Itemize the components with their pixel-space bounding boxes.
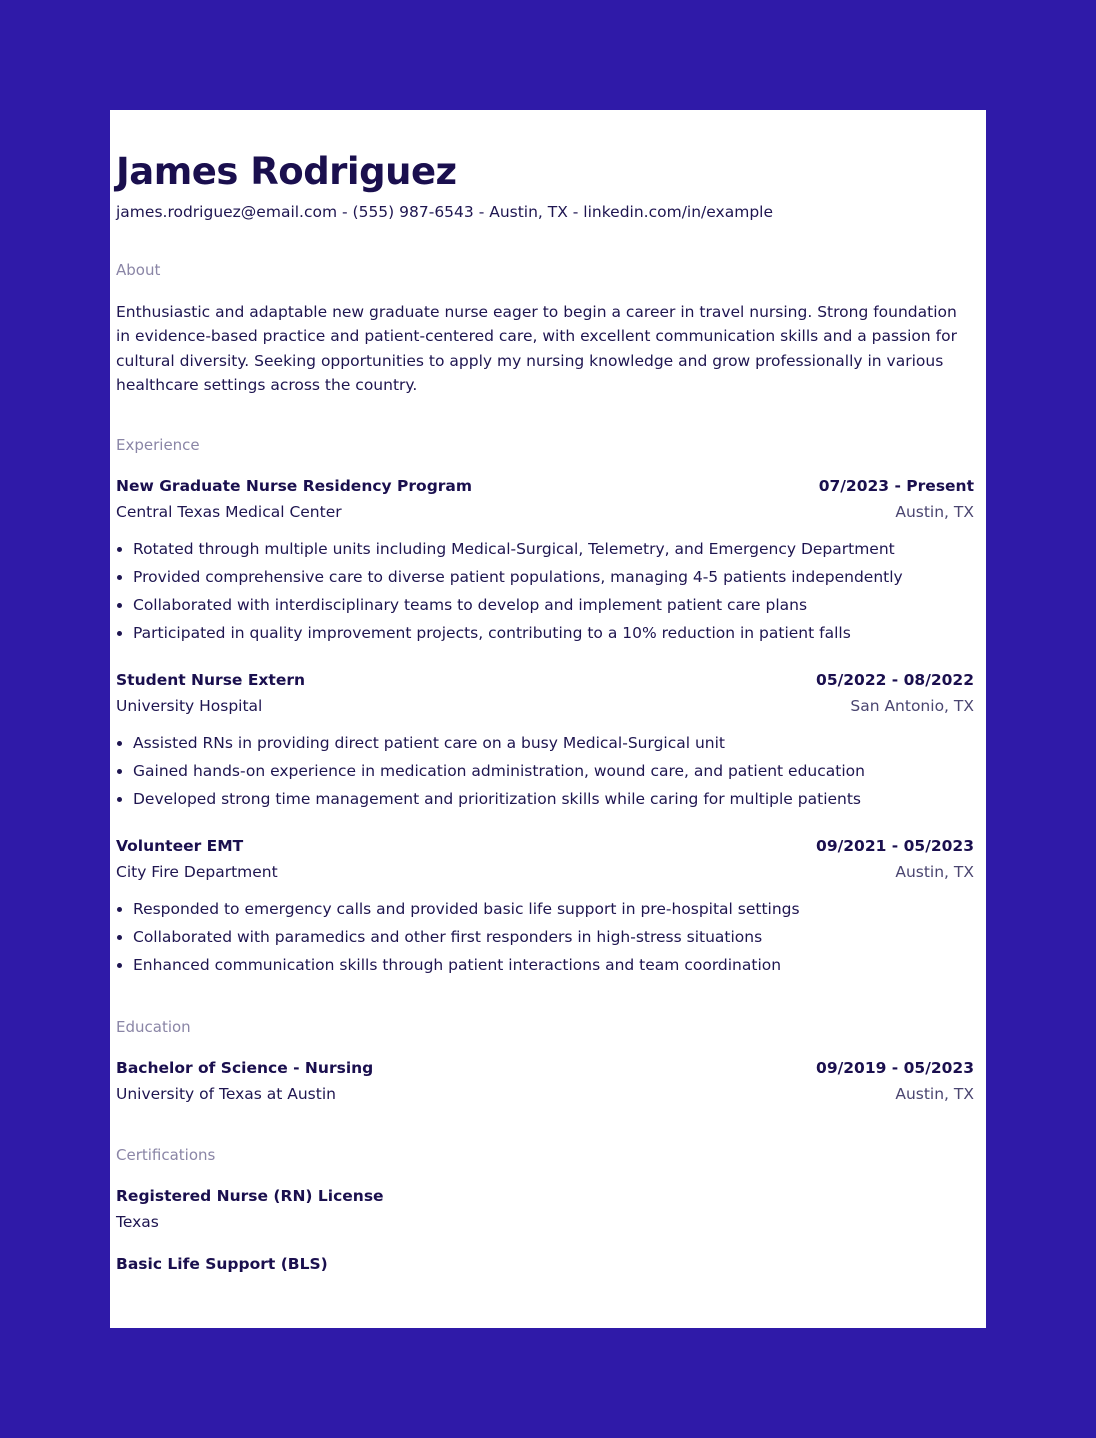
certification-entry <box>116 1251 974 1277</box>
certification-entry <box>116 1183 974 1235</box>
list-item: • Collaborated with interdisciplinary teams to develop and implement patient care plans <box>133 591 974 619</box>
certifications-heading: Certifications <box>116 1146 216 1165</box>
experience-entry <box>116 473 974 647</box>
list-item: • Provided comprehensive care to diverse patient populations, managing 4-5 patients independently <box>133 563 974 591</box>
school-location: Austin, TX <box>895 1085 974 1104</box>
job-dates: 09/2021 - 05/2023 <box>816 837 974 856</box>
certification-name: Basic Life Support (BLS) <box>116 1255 328 1274</box>
list-item: • Enhanced communication skills through patient interactions and team coordination <box>133 951 974 979</box>
education-heading: Education <box>116 1018 191 1037</box>
candidate-name: James Rodriguez <box>116 150 457 193</box>
job-bullets <box>116 535 974 647</box>
job-bullets <box>116 895 974 979</box>
list-item: • Assisted RNs in providing direct patient care on a busy Medical-Surgical unit <box>133 729 974 757</box>
about-heading: About <box>116 261 161 279</box>
job-organization: City Fire Department <box>116 863 278 882</box>
list-item: • Participated in quality improvement projects, contributing to a 10% reduction in patient falls <box>133 619 974 647</box>
experience-heading: Experience <box>116 436 200 455</box>
certification-detail: Texas <box>116 1213 159 1232</box>
job-dates: 05/2022 - 08/2022 <box>816 671 974 690</box>
list-item: • Developed strong time management and prioritization skills while caring for multiple patients <box>133 785 974 813</box>
job-role: Volunteer EMT <box>116 837 244 856</box>
job-organization: Central Texas Medical Center <box>116 503 342 522</box>
list-item: • Responded to emergency calls and provided basic life support in pre-hospital settings <box>133 895 974 923</box>
job-bullets <box>116 729 974 813</box>
job-location: Austin, TX <box>895 503 974 522</box>
certification-name: Registered Nurse (RN) License <box>116 1187 384 1206</box>
job-location: Austin, TX <box>895 863 974 882</box>
education-entry <box>116 1055 974 1107</box>
education-dates: 09/2019 - 05/2023 <box>816 1059 974 1078</box>
job-role: Student Nurse Extern <box>116 671 306 690</box>
job-role: New Graduate Nurse Residency Program <box>116 477 473 496</box>
list-item: • Collaborated with paramedics and other first responders in high-stress situations <box>133 923 974 951</box>
experience-entry <box>116 667 974 813</box>
job-organization: University Hospital <box>116 697 263 716</box>
school: University of Texas at Austin <box>116 1085 336 1104</box>
experience-entry <box>116 833 974 979</box>
list-item: • Rotated through multiple units including Medical-Surgical, Telemetry, and Emergency Department <box>133 535 974 563</box>
job-dates: 07/2023 - Present <box>818 477 974 496</box>
degree: Bachelor of Science - Nursing <box>116 1059 374 1078</box>
resume-page <box>110 110 986 1328</box>
list-item: • Gained hands-on experience in medication administration, wound care, and patient education <box>133 757 974 785</box>
contact-line: james.rodriguez@email.com - (555) 987-6543 - Austin, TX - linkedin.com/in/example <box>116 203 773 221</box>
job-location: San Antonio, TX <box>850 697 974 716</box>
about-text: Enthusiastic and adaptable new graduate nurse eager to begin a career in travel nursing. Strong foundation in evidence-based practice and patient-centered care, with excellent communication skills and a passion for cultural diversity. Seeking opportunities to apply my nursing knowledge and grow professionally in various healthcare settings across the country. <box>116 303 957 394</box>
